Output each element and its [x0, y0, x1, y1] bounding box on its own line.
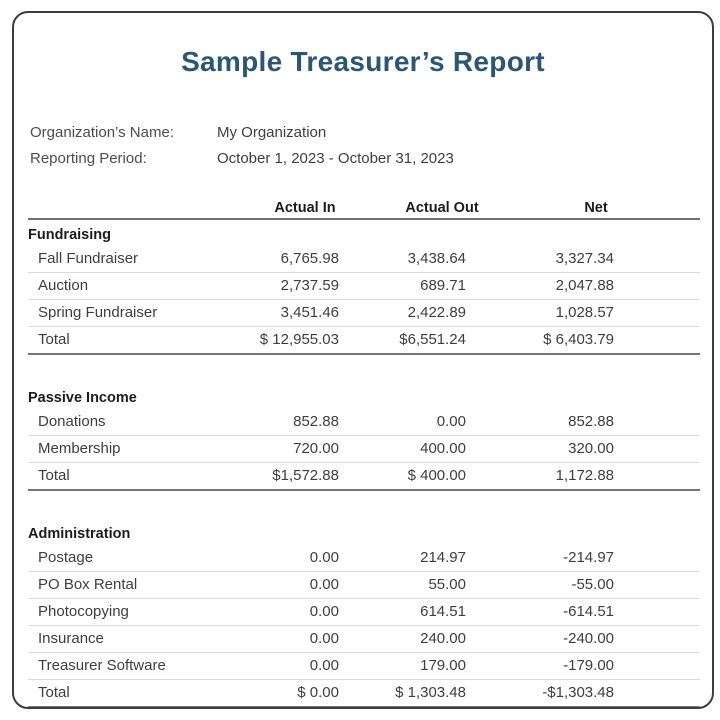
- cell-spacer: [620, 409, 700, 435]
- cell-net: -179.00: [563, 657, 614, 674]
- row-label: Donations: [38, 413, 106, 430]
- cell-actual-in: 0.00: [309, 657, 339, 674]
- cell-spacer: [620, 300, 700, 326]
- cell-actual-out: $ 1,303.48: [395, 684, 466, 701]
- table-row: [28, 273, 700, 300]
- cell-spacer: [620, 273, 700, 299]
- cell-spacer: [620, 599, 700, 625]
- cell-actual-in: 0.00: [309, 576, 339, 593]
- col-header-spacer: [28, 198, 240, 218]
- cell-spacer: [620, 436, 700, 462]
- reporting-period-value: October 1, 2023 - October 31, 2023: [217, 150, 454, 167]
- row-label: Auction: [38, 277, 89, 294]
- cell-net: -55.00: [571, 576, 614, 593]
- cell-spacer: [620, 327, 700, 353]
- row-label: Total: [38, 467, 70, 484]
- cell-net: -614.51: [563, 603, 614, 620]
- cell-spacer: [620, 626, 700, 652]
- row-label: Spring Fundraiser: [38, 304, 158, 321]
- table-row: [28, 653, 700, 680]
- cell-actual-out: 400.00: [420, 440, 466, 457]
- cell-net: $ 6,403.79: [543, 331, 614, 348]
- cell-net: 2,047.88: [555, 277, 614, 294]
- cell-actual-in: 2,737.59: [280, 277, 339, 294]
- cell-actual-out: $ 400.00: [407, 467, 466, 484]
- cell-net: -240.00: [563, 630, 614, 647]
- row-label: PO Box Rental: [38, 576, 138, 593]
- total-row: [28, 680, 700, 708]
- cell-net: 1,028.57: [555, 304, 614, 321]
- col-header-net: Net: [584, 200, 608, 216]
- section-title: Administration: [28, 526, 131, 542]
- cell-actual-out: $6,551.24: [399, 331, 466, 348]
- cell-actual-in: $ 0.00: [297, 684, 339, 701]
- total-row: [28, 327, 700, 355]
- col-header-spacer-end: [678, 198, 700, 218]
- cell-net: -$1,303.48: [542, 684, 614, 701]
- row-label: Treasurer Software: [38, 657, 166, 674]
- org-name-label: Organization’s Name:: [30, 124, 174, 141]
- table-row: [28, 626, 700, 653]
- section-title: Fundraising: [28, 227, 111, 243]
- cell-actual-out: 689.71: [420, 277, 466, 294]
- table-row: [28, 599, 700, 626]
- cell-spacer: [620, 463, 700, 489]
- cell-net: -214.97: [563, 549, 614, 566]
- section-title: Passive Income: [28, 390, 137, 406]
- cell-actual-out: 214.97: [420, 549, 466, 566]
- cell-actual-in: 0.00: [309, 603, 339, 620]
- reporting-period-row: [30, 146, 712, 172]
- report-card: [12, 11, 714, 709]
- cell-actual-in: 0.00: [309, 549, 339, 566]
- cell-actual-in: $ 12,955.03: [259, 331, 339, 348]
- col-header-actual-out: Actual Out: [405, 200, 479, 216]
- cell-net: 1,172.88: [555, 467, 614, 484]
- treasurer-table: [28, 198, 700, 708]
- row-label: Postage: [38, 549, 94, 566]
- row-label: Membership: [38, 440, 121, 457]
- cell-actual-out: 55.00: [428, 576, 466, 593]
- cell-actual-in: 720.00: [293, 440, 339, 457]
- cell-actual-in: 852.88: [293, 413, 339, 430]
- table-row: [28, 246, 700, 273]
- org-name-row: [30, 120, 712, 146]
- row-label: Total: [38, 331, 70, 348]
- cell-spacer: [620, 572, 700, 598]
- cell-spacer: [620, 246, 700, 272]
- cell-actual-in: $1,572.88: [272, 467, 339, 484]
- table-row: [28, 300, 700, 327]
- org-name-value: My Organization: [217, 124, 327, 141]
- section-fundraising: [28, 220, 700, 355]
- cell-actual-out: 3,438.64: [407, 250, 466, 267]
- cell-actual-out: 614.51: [420, 603, 466, 620]
- table-row: [28, 409, 700, 436]
- col-header-actual-in: Actual In: [274, 200, 336, 216]
- row-label: Fall Fundraiser: [38, 250, 139, 267]
- page-title: Sample Treasurer’s Report: [181, 46, 545, 77]
- table-row: [28, 436, 700, 463]
- total-row: [28, 463, 700, 491]
- cell-net: 320.00: [568, 440, 614, 457]
- cell-actual-out: 0.00: [436, 413, 466, 430]
- table-row: [28, 572, 700, 599]
- cell-net: 852.88: [568, 413, 614, 430]
- row-label: Photocopying: [38, 603, 129, 620]
- cell-actual-out: 179.00: [420, 657, 466, 674]
- table-header-row: [28, 198, 700, 220]
- cell-actual-in: 6,765.98: [280, 250, 339, 267]
- section-administration: [28, 519, 700, 708]
- table-row: [28, 545, 700, 572]
- cell-spacer: [620, 545, 700, 571]
- cell-actual-in: 0.00: [309, 630, 339, 647]
- cell-actual-out: 240.00: [420, 630, 466, 647]
- row-label: Insurance: [38, 630, 104, 647]
- section-passive-income: [28, 383, 700, 491]
- report-info: [30, 120, 712, 172]
- cell-spacer: [620, 653, 700, 679]
- cell-spacer: [620, 680, 700, 706]
- row-label: Total: [38, 684, 70, 701]
- cell-actual-in: 3,451.46: [280, 304, 339, 321]
- reporting-period-label: Reporting Period:: [30, 150, 147, 167]
- cell-net: 3,327.34: [555, 250, 614, 267]
- cell-actual-out: 2,422.89: [407, 304, 466, 321]
